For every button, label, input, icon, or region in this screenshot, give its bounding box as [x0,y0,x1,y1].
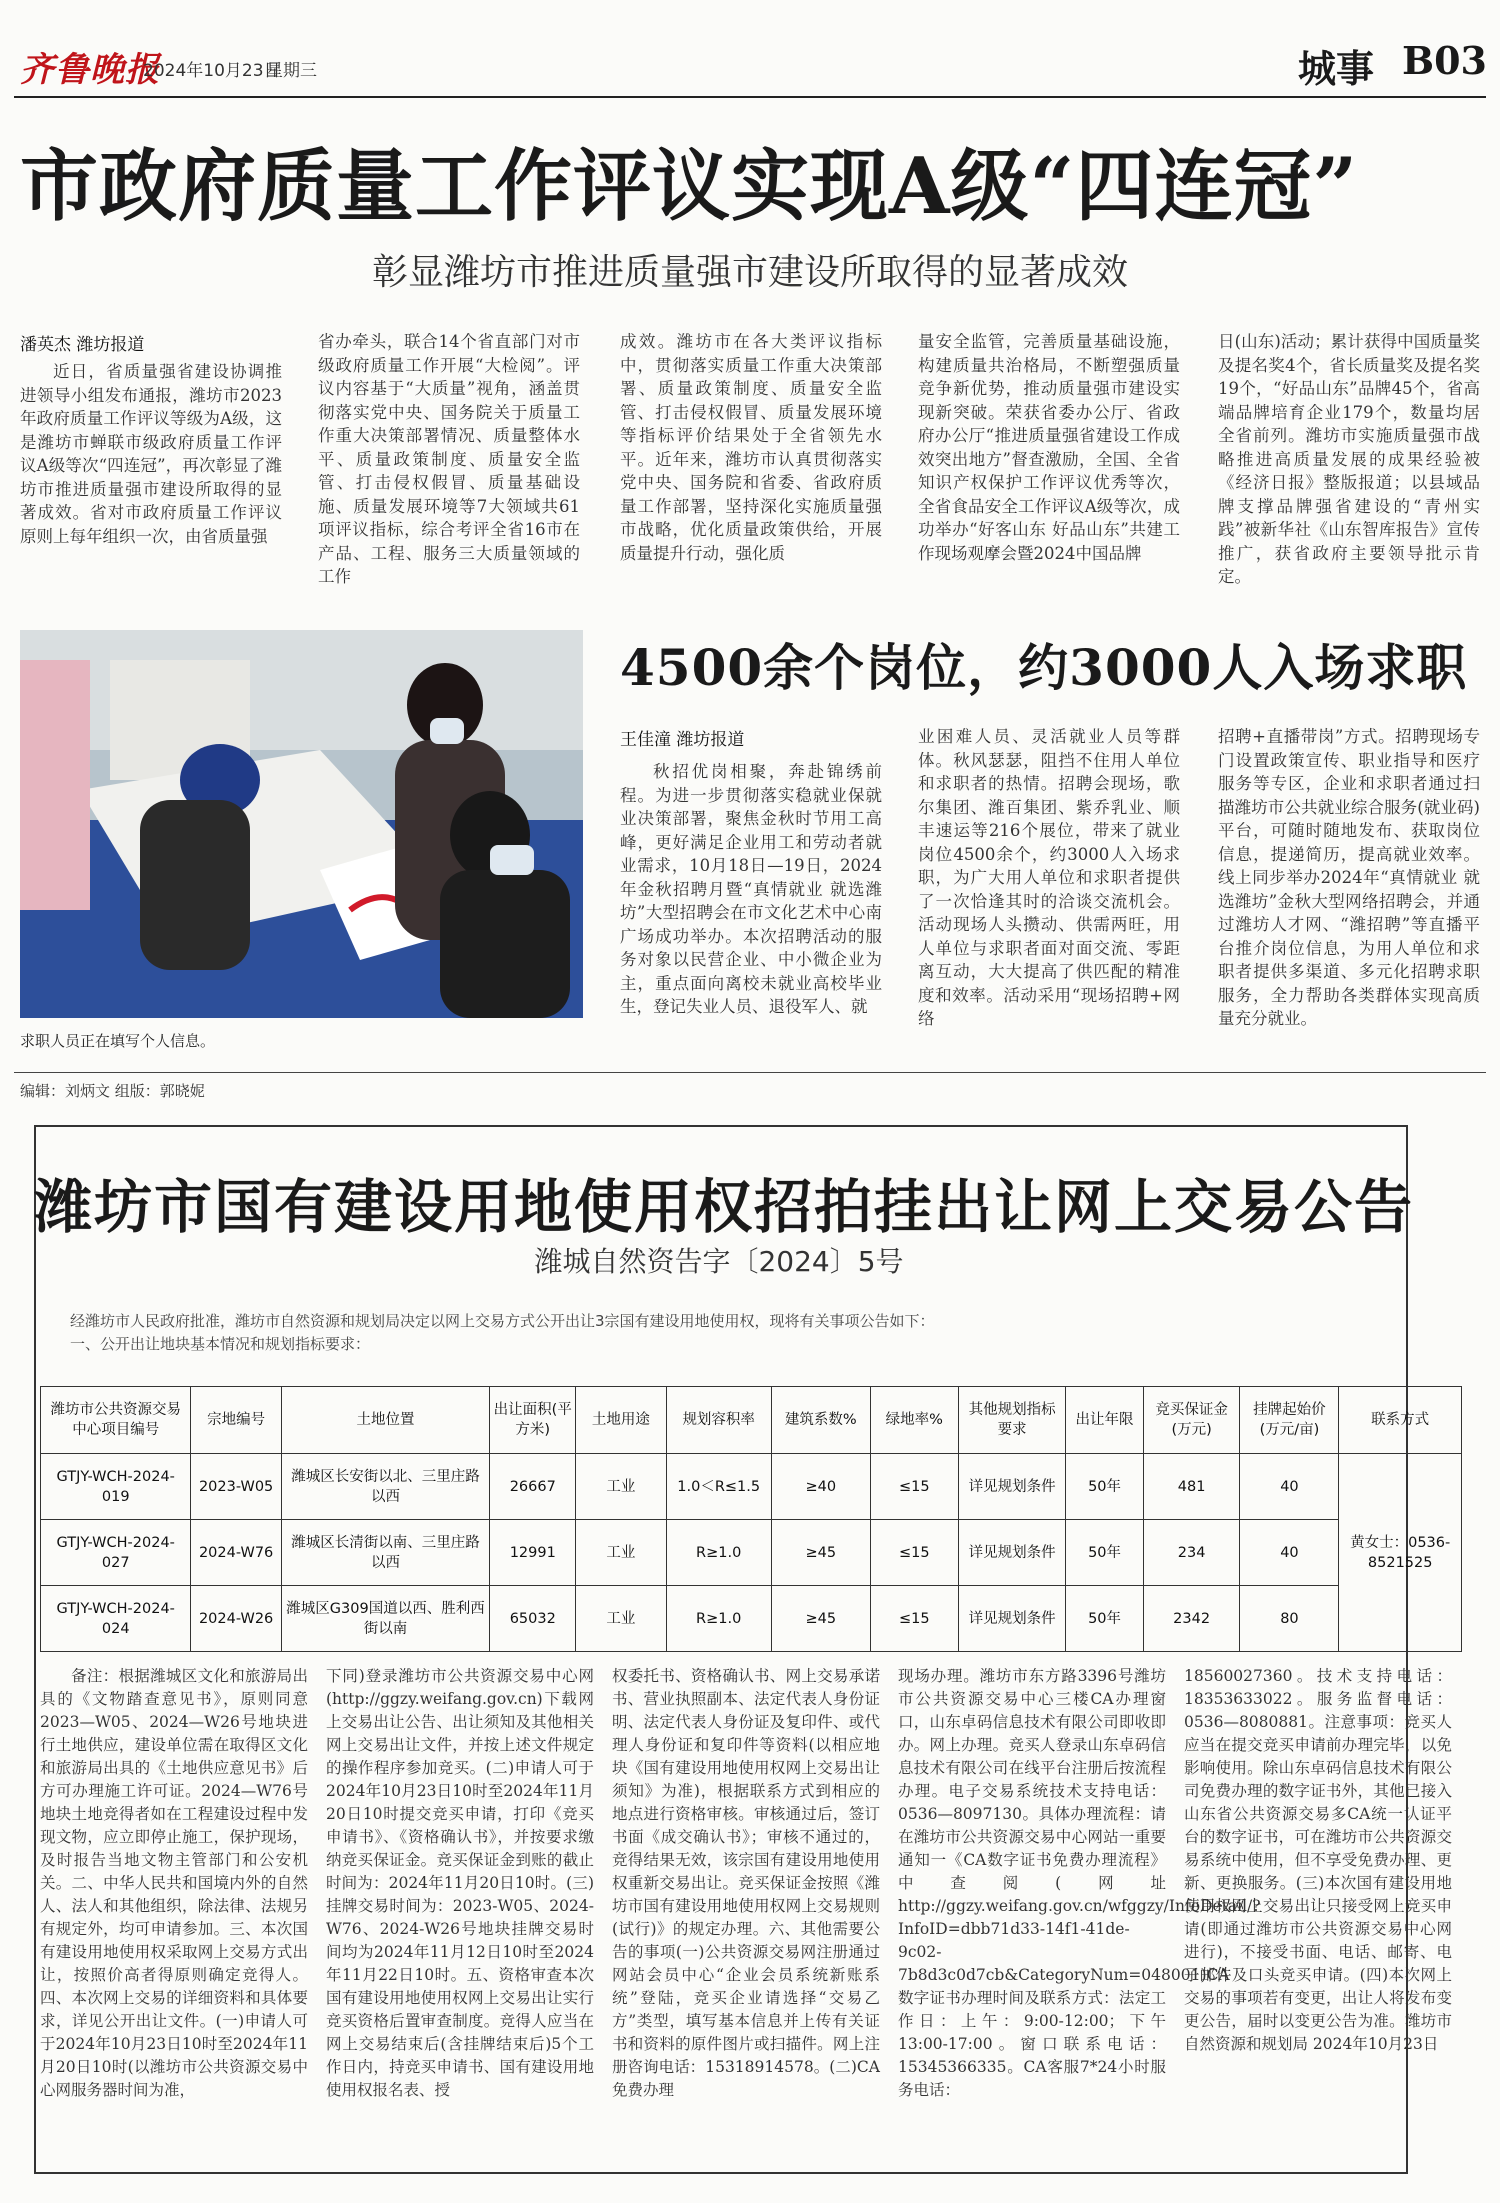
table-header-cell: 绿地率% [870,1387,958,1454]
table-header-cell: 竞买保证金(万元) [1143,1387,1240,1454]
notice-column-4: 现场办理。潍坊市东方路3396号潍坊市公共资源交易中心三楼CA办理窗口，山东卓码信息技术有限公司即收即办。网上办理。竞买人登录山东卓码信息技术有限公司在线平台注册后按流程办理。电子交易系统技术支持电话：0536—8097130。具体办理流程：请在潍坊市公共资源交易中心网站一重要通知一《CA数字证书免费办理流程》中查阅(网址http://ggzy.weifang.gov.cn/wfggzy/InfoDetail/?InfoID=dbb71d33-14f1-41de-9c02-7b8d3c0d7cb&CategoryNum=048001)CA数字证书办理时间及联系方式：法定工作日：上午：9:00-12:00；下午13:00-17:00。窗口联系电话：15345366335。CA客服7*24小时服务电话： [898,1667,1261,2099]
table-cell: 2342 [1143,1586,1240,1652]
notice-column-5: 18560027360。技术支持电话：18353633022。服务监督电话：0536—8080881。注意事项：竞买人应当在提交竞买申请前办理完毕，以免影响使用。除山东卓码信息技术有限公司免费办理的数字证书外，其他已接入山东省公共资源交易多CA统一认证平台的数字证书，可在潍坊市公共资源交易系统中使用，但不享受免费办理、更新、更换服务。(三)本次国有建设用地使用权网上交易出让只接受网上竞买申请(即通过潍坊市公共资源交易中心网进行)，不接受书面、电话、邮寄、电子邮件及口头竞买申请。(四)本次网上交易的事项若有变更，出让人将发布变更公告，届时以变更公告为准。潍坊市自然资源和规划局 2024年10月23日 [1184,1667,1452,2053]
article1-subheadline: 彰显潍坊市推进质量强市建设所取得的显著成效 [371,252,1128,293]
table-cell: 潍城区G309国道以西、胜利西街以南 [281,1586,490,1652]
table-header-cell: 宗地编号 [191,1387,281,1454]
section-name: 城事 [1298,46,1375,91]
notice-intro-line-1: 经潍坊市人民政府批准，潍坊市自然资源和规划局决定以网上交易方式公开出让3宗国有建设用地使用权，现将有关事项公告如下： [70,1312,935,1330]
table-cell: 详见规划条件 [958,1454,1065,1520]
issue-date: 2024年10月23日 [143,61,281,81]
article1-headline: 市政府质量工作评议实现A级“四连冠” [20,141,1359,232]
land-parcel-table [40,1386,1462,1652]
table-cell: 40 [1240,1454,1339,1520]
table-header-cell: 联系方式 [1339,1387,1462,1454]
table-cell: 50年 [1066,1586,1143,1652]
table-row [41,1454,1462,1520]
table-cell: R≥1.0 [666,1586,771,1652]
article2-byline: 王佳潼 潍坊报道 [620,730,745,750]
editor-credits: 编辑：刘炳文 组版：郭晓妮 [20,1082,205,1100]
table-cell: 潍城区长清街以南、三里庄路以西 [281,1520,490,1586]
table-header-cell: 潍坊市公共资源交易中心项目编号 [41,1387,191,1454]
newspaper-logo: 齐鲁晚报 [20,50,160,90]
table-header-row [41,1387,1462,1454]
article1-column-2: 省办牵头，联合14个省直部门对市级政府质量工作开展“大检阅”。评议内容基于“大质量”视角，涵盖贯彻落实党中央、国务院关于质量工作重大决策部署情况、质量整体水平、质量政策制度、质量安全监管、打击侵权假冒、质量基础设施、质量发展环境等7大领域共61项评议指标，综合考评全省16市在产品、工程、服务三大质量领域的工作 [318,332,580,586]
table-cell: 12991 [490,1520,576,1586]
table-cell: GTJY-WCH-2024-019 [41,1454,191,1520]
issue-weekday: 星期三 [266,61,317,81]
table-cell: 50年 [1066,1520,1143,1586]
table-cell: 481 [1143,1454,1240,1520]
table-header-cell: 土地用途 [576,1387,666,1454]
table-header-cell: 挂牌起始价(万元/亩) [1240,1387,1339,1454]
notice-intro [70,1310,1390,1356]
table-cell: GTJY-WCH-2024-024 [41,1586,191,1652]
article1-column-5: 日(山东)活动；累计获得中国质量奖及提名奖4个，省长质量奖及提名奖19个，“好品山东”品牌45个，省高端品牌培育企业179个，数量均居全省前列。潍坊市实施质量强市战略推进高质量发展的成果经验被《经济日报》整版报道；以县域品牌支撑品牌强省建设的“青州实践”被新华社《山东智库报告》宣传推广，获省政府主要领导批示肯定。 [1218,332,1480,586]
article2-column-1: 秋招优岗相聚，奔赴锦绣前程。为进一步贯彻落实稳就业保就业决策部署，聚焦金秋时节用工高峰，更好满足企业用工和劳动者就业需求，10月18日—19日，2024年金秋招聘月暨“真情就业 就选潍坊”大型招聘会在市文化艺术中心南广场成功举办。本次招聘活动的服务对象以民营企业、中小微企业为主，重点面向离校未就业高校毕业生，登记失业人员、退役军人、就 [620,762,882,1016]
notice-column-2: 下同)登录潍坊市公共资源交易中心网(http://ggzy.weifang.gov.cn)下载网上交易出让公告、出让须知及其他相关网上交易出让文件，并按上述文件规定的操作程序参加竞买。(二)申请人可于2024年10月23日10时至2024年11月20日10时提交竞买申请，打印《竞买申请书》、《资格确认书》，并按要求缴纳竞买保证金。竞买保证金到账的截止时间为：2024年11月20日10时。(三)挂牌交易时间为：2023-W05、2024-W76、2024-W26号地块挂牌交易时间均为2024年11月12日10时至2024年11月22日10时。五、资格审查本次国有建设用地使用权网上交易出让实行竞买资格后置审查制度。竞得人应当在网上交易结束后(含挂牌结束后)5个工作日内，持竞买申请书、国有建设用地使用权报名表、授 [326,1667,594,2099]
table-cell: ≥45 [771,1520,870,1586]
table-cell: ≤15 [870,1454,958,1520]
table-cell: 潍城区长安街以北、三里庄路以西 [281,1454,490,1520]
notice-column-1: 备注：根据潍城区文化和旅游局出具的《文物踏查意见书》，原则同意2023—W05、2024—W26号地块进行土地供应，建设单位需在取得区文化和旅游局出具的《土地供应意见书》后方可办理施工许可证。2024—W76号地块土地竞得者如在工程建设过程中发现文物，应立即停止施工，保护现场，及时报告当地文物主管部门和公安机关。二、中华人民共和国境内外的自然人、法人和其他组织，除法律、法规另有规定外，均可申请参加。三、本次国有建设用地使用权采取网上交易方式出让，按照价高者得原则确定竞得人。四、本次网上交易的详细资料和具体要求，详见公开出让文件。(一)申请人可于2024年10月23日10时至2024年11月20日10时(以潍坊市公共资源交易中心网服务器时间为准， [40,1667,308,2099]
table-header-cell: 建筑系数% [771,1387,870,1454]
notice-intro-line-2: 一、公开出让地块基本情况和规划指标要求： [70,1335,371,1353]
table-cell: 65032 [490,1586,576,1652]
job-fair-photo [20,630,583,1018]
table-cell: 工业 [576,1586,666,1652]
table-cell: 2024-W76 [191,1520,281,1586]
table-cell: 2023-W05 [191,1454,281,1520]
article1-column-3: 成效。潍坊市在各大类评议指标中，贯彻落实质量工作重大决策部署、质量政策制度、质量安全监管、打击侵权假冒、质量发展环境等指标评价结果处于全省领先水平。近年来，潍坊市认真贯彻落实党中央、国务院和省委、省政府质量工作部署，坚持深化实施质量强市战略，优化质量政策供给，开展质量提升行动，强化质 [620,332,882,563]
photo-caption: 求职人员正在填写个人信息。 [20,1032,216,1050]
article1-byline: 潘英杰 潍坊报道 [20,335,145,355]
table-header-cell: 其他规划指标要求 [958,1387,1065,1454]
table-cell: 2024-W26 [191,1586,281,1652]
table-cell: ≤15 [870,1520,958,1586]
article2-headline: 4500余个岗位，约3000人入场求职 [620,638,1468,697]
table-cell: 详见规划条件 [958,1586,1065,1652]
table-header-cell: 规划容积率 [666,1387,771,1454]
table-cell: 工业 [576,1520,666,1586]
notice-column-3: 权委托书、资格确认书、网上交易承诺书、营业执照副本、法定代表人身份证明、法定代表人身份证及复印件、或代理人身份证和复印件等资料(以相应地块《国有建设用地使用权网上交易出让须知》为准)，根据联系方式到相应的地点进行资格审核。审核通过后，签订书面《成交确认书》；审核不通过的，竞得结果无效，该宗国有建设用地使用权重新交易出让。竞买保证金按照《潍坊市国有建设用地使用权网上交易规则(试行)》的规定办理。六、其他需要公告的事项(一)公共资源交易网注册通过网站会员中心“企业会员系统新账系统”登陆，竞买企业请选择“交易乙方”类型，填写基本信息并上传有关证书和资料的原件图片或扫描件。网上注册咨询电话：15318914578。(二)CA免费办理 [612,1667,880,2099]
table-row [41,1586,1462,1652]
notice-title: 潍坊市国有建设用地使用权招拍挂出让网上交易公告 [34,1173,1415,1241]
table-header-cell: 出让年限 [1066,1387,1143,1454]
article2-column-3: 招聘+直播带岗”方式。招聘现场专门设置政策宣传、职业指导和医疗服务等专区，企业和求职者通过扫描潍坊市公共就业综合服务(就业码)平台，可随时随地发布、获取岗位信息，提递简历，提高就业效率。线上同步举办2024年“真情就业 就选潍坊”金秋大型网络招聘会，并通过潍坊人才网、“潍招聘”等直播平台推介岗位信息，为用人单位和求职者提供多渠道、多元化招聘求职服务，全力帮助各类群体实现高质量充分就业。 [1218,727,1480,1028]
table-cell: 50年 [1066,1454,1143,1520]
table-cell: ≤15 [870,1586,958,1652]
table-cell: ≥40 [771,1454,870,1520]
table-cell: 工业 [576,1454,666,1520]
page-number: B03 [1402,38,1487,83]
table-row [41,1520,1462,1586]
table-cell: GTJY-WCH-2024-027 [41,1520,191,1586]
table-cell: R≥1.0 [666,1520,771,1586]
contact-cell: 黄女士：0536-8521525 [1339,1454,1462,1652]
table-header-cell: 出让面积(平方米) [490,1387,576,1454]
article1-column-1: 近日，省质量强省建设协调推进领导小组发布通报，潍坊市2023年政府质量工作评议等级为A级，这是潍坊市蝉联市级政府质量工作评议A级等次“四连冠”，再次彰显了潍坊市推进质量强市建设所取得的显著成效。省对市政府质量工作评议原则上每年组织一次，由省质量强 [20,362,282,546]
section-divider [14,1072,1486,1073]
article2-column-2: 业困难人员、灵活就业人员等群体。秋风瑟瑟，阻挡不住用人单位和求职者的热情。招聘会现场，歌尔集团、潍百集团、紫乔乳业、顺丰速运等216个展位，带来了就业岗位4500余个，约3000人入场求职，为广大用人单位和求职者提供了一次恰逢其时的洽谈交流机会。活动现场人头攒动、供需两旺，用人单位与求职者面对面交流、零距离互动，大大提高了供匹配的精准度和效率。活动采用“现场招聘+网络 [918,727,1180,1028]
table-cell: 80 [1240,1586,1339,1652]
table-cell: 40 [1240,1520,1339,1586]
table-cell: 234 [1143,1520,1240,1586]
table-cell: 详见规划条件 [958,1520,1065,1586]
table-header-cell: 土地位置 [281,1387,490,1454]
table-cell: ≥45 [771,1586,870,1652]
masthead-rule [14,96,1486,98]
article1-column-4: 量安全监管，完善质量基础设施，构建质量共治格局，不断塑强质量竞争新优势，推动质量强市建设实现新突破。荣获省委办公厅、省政府办公厅“推进质量强省建设工作成效突出地方”督查激励，全国、全省知识产权保护工作评议优秀等次，全省食品安全工作评议A级等次，成功举办“好客山东 好品山东”共建工作现场观摩会暨2024中国品牌 [918,332,1180,563]
table-cell: 26667 [490,1454,576,1520]
notice-doc-number: 潍城自然资告字〔2024〕5号 [534,1245,904,1278]
table-cell: 1.0＜R≤1.5 [666,1454,771,1520]
